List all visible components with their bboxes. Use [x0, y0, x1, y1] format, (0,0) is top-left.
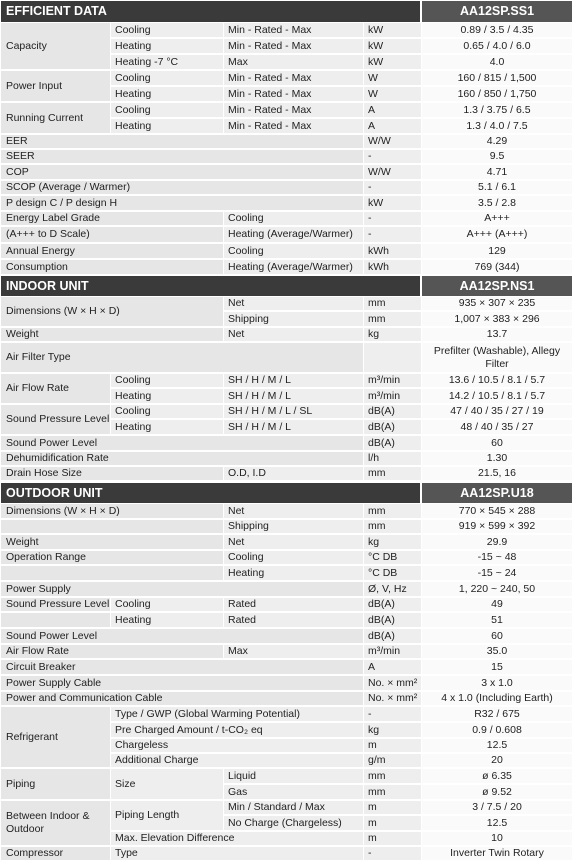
- row-unit: mm: [364, 520, 421, 533]
- row-unit: A: [364, 660, 421, 674]
- row-spec: Shipping: [224, 520, 363, 533]
- row-value: 12.5: [422, 816, 572, 830]
- model-number: AA12SP.NS1: [422, 276, 572, 296]
- row-unit: kWh: [364, 244, 421, 258]
- row-unit: mm: [364, 785, 421, 799]
- row-unit: °C DB: [364, 566, 421, 580]
- row-spec: Heating (Average/Warmer): [224, 260, 363, 274]
- row-sub-label: Type / GWP (Global Warming Potential): [111, 707, 363, 721]
- row-value: 0.65 / 4.0 / 6.0: [422, 39, 572, 53]
- row-unit: mm: [364, 504, 421, 518]
- row-value: 29.9: [422, 535, 572, 549]
- row-label: COP: [1, 165, 363, 179]
- row-unit: kW: [364, 39, 421, 53]
- row-label: [1, 566, 223, 580]
- row-value: ø 6.35: [422, 769, 572, 783]
- row-spec: Cooling: [224, 551, 363, 564]
- row-sub-label: Cooling: [111, 598, 223, 611]
- row-label: Circuit Breaker: [1, 660, 363, 674]
- row-unit: -: [364, 212, 421, 225]
- row-label: Sound Pressure Level: [1, 598, 110, 611]
- row-value: 10: [422, 832, 572, 845]
- row-unit: Ø, V, Hz: [364, 582, 421, 596]
- row-sub-label: Heating: [111, 420, 223, 434]
- row-value: 4 x 1.0 (Including Earth): [422, 692, 572, 705]
- row-sub-label: Additional Charge: [111, 754, 363, 767]
- row-label: (A+++ to D Scale): [1, 227, 223, 242]
- row-unit: m³/min: [364, 389, 421, 403]
- row-label: Operation Range: [1, 551, 223, 564]
- row-value: 47 / 40 / 35 / 27 / 19: [422, 405, 572, 418]
- row-spec: Net: [224, 504, 363, 518]
- row-value: A+++: [422, 212, 572, 225]
- row-unit: kW: [364, 23, 421, 37]
- row-unit: dB(A): [364, 436, 421, 450]
- row-sub-label: Heating: [111, 119, 223, 133]
- row-label: Power Supply: [1, 582, 363, 596]
- row-value: 48 / 40 / 35 / 27: [422, 420, 572, 434]
- row-value: 14.2 / 10.5 / 8.1 / 5.7: [422, 389, 572, 403]
- row-value: -15 ~ 24: [422, 566, 572, 580]
- row-label: Capacity: [1, 23, 110, 69]
- row-spec: Heating (Average/Warmer): [224, 227, 363, 242]
- row-unit: dB(A): [364, 420, 421, 434]
- row-label: Running Current: [1, 103, 110, 133]
- row-unit: dB(A): [364, 598, 421, 611]
- row-label: Compressor: [1, 847, 110, 860]
- row-label: SEER: [1, 150, 363, 163]
- row-spec: Min - Rated - Max: [224, 39, 363, 53]
- row-label: Energy Label Grade: [1, 212, 223, 225]
- row-label: [1, 613, 110, 627]
- row-unit: °C DB: [364, 551, 421, 564]
- row-label: Sound Power Level: [1, 436, 363, 450]
- row-value: Inverter Twin Rotary: [422, 847, 572, 860]
- row-value: 1.30: [422, 452, 572, 465]
- model-number: AA12SP.U18: [422, 483, 572, 503]
- row-value: Prefilter (Washable), Allegy Filter: [422, 343, 572, 372]
- row-unit: dB(A): [364, 613, 421, 627]
- row-spec: Max: [224, 55, 363, 69]
- row-spec: Net: [224, 297, 363, 310]
- row-spec: Min - Rated - Max: [224, 87, 363, 101]
- row-unit: -: [364, 847, 421, 860]
- row-spec: Max: [224, 645, 363, 658]
- row-unit: No. × mm²: [364, 692, 421, 705]
- row-value: 1,007 × 383 × 296: [422, 312, 572, 326]
- row-label: Drain Hose Size: [1, 467, 223, 480]
- row-sub-label: Heating: [111, 39, 223, 53]
- section-title: INDOOR UNIT: [1, 276, 420, 296]
- row-unit: m³/min: [364, 645, 421, 658]
- row-sub-label: Heating: [111, 389, 223, 403]
- row-value: 160 / 815 / 1,500: [422, 71, 572, 85]
- row-spec: Cooling: [224, 244, 363, 258]
- row-value: 160 / 850 / 1,750: [422, 87, 572, 101]
- row-spec: Net: [224, 535, 363, 549]
- row-spec: Heating: [224, 566, 363, 580]
- row-sub-label: Cooling: [111, 405, 223, 418]
- row-unit: -: [364, 181, 421, 194]
- row-label: Power and Communication Cable: [1, 692, 363, 705]
- row-unit: dB(A): [364, 629, 421, 643]
- row-value: 0.89 / 3.5 / 4.35: [422, 23, 572, 37]
- row-sub-label: Chargeless: [111, 739, 363, 752]
- row-value: ø 9.52: [422, 785, 572, 799]
- row-unit: W/W: [364, 135, 421, 148]
- row-value: -15 ~ 48: [422, 551, 572, 564]
- row-spec: Net: [224, 328, 363, 341]
- row-unit: [364, 343, 421, 372]
- row-label: Dimensions (W × H × D): [1, 297, 223, 326]
- row-spec: Liquid: [224, 769, 363, 783]
- row-spec: Cooling: [224, 212, 363, 225]
- row-sub-label: Piping Length: [111, 801, 223, 830]
- row-spec: Min - Rated - Max: [224, 23, 363, 37]
- row-value: 4.71: [422, 165, 572, 179]
- row-unit: kg: [364, 723, 421, 737]
- row-spec: Rated: [224, 598, 363, 611]
- row-unit: -: [364, 707, 421, 721]
- row-value: 60: [422, 436, 572, 450]
- row-spec: SH / H / M / L: [224, 389, 363, 403]
- row-label: Power Input: [1, 71, 110, 101]
- row-label: Refrigerant: [1, 707, 110, 767]
- row-value: 919 × 599 × 392: [422, 520, 572, 533]
- row-unit: -: [364, 150, 421, 163]
- row-value: 1.3 / 3.75 / 6.5: [422, 103, 572, 117]
- row-value: 4.0: [422, 55, 572, 69]
- row-label: Dimensions (W × H × D): [1, 504, 223, 518]
- row-value: 49: [422, 598, 572, 611]
- row-sub-label: Cooling: [111, 71, 223, 85]
- row-unit: kg: [364, 328, 421, 341]
- row-unit: W: [364, 87, 421, 101]
- row-value: 51: [422, 613, 572, 627]
- row-value: 5.1 / 6.1: [422, 181, 572, 194]
- row-value: 935 × 307 × 235: [422, 297, 572, 310]
- row-unit: m: [364, 739, 421, 752]
- row-value: 21.5, 16: [422, 467, 572, 480]
- row-spec: Min - Rated - Max: [224, 119, 363, 133]
- row-unit: g/m: [364, 754, 421, 767]
- row-value: 15: [422, 660, 572, 674]
- row-value: 129: [422, 244, 572, 258]
- row-spec: O.D, I.D: [224, 467, 363, 480]
- row-spec: Min - Rated - Max: [224, 103, 363, 117]
- row-label: [1, 520, 223, 533]
- row-unit: A: [364, 103, 421, 117]
- row-unit: -: [364, 227, 421, 242]
- row-spec: No Charge (Chargeless): [224, 816, 363, 830]
- row-label: Air Filter Type: [1, 343, 363, 372]
- row-unit: m³/min: [364, 374, 421, 387]
- section-title: OUTDOOR UNIT: [1, 483, 420, 503]
- row-unit: A: [364, 119, 421, 133]
- row-label: Weight: [1, 328, 223, 341]
- row-label: SCOP (Average / Warmer): [1, 181, 363, 194]
- model-number: AA12SP.SS1: [422, 1, 572, 22]
- row-sub-label: Type: [111, 847, 363, 860]
- row-unit: mm: [364, 297, 421, 310]
- row-unit: mm: [364, 312, 421, 326]
- row-sub-label: Cooling: [111, 23, 223, 37]
- row-spec: SH / H / M / L: [224, 420, 363, 434]
- row-label: Weight: [1, 535, 223, 549]
- row-unit: m: [364, 801, 421, 814]
- row-unit: m: [364, 816, 421, 830]
- row-unit: mm: [364, 769, 421, 783]
- row-label: Sound Power Level: [1, 629, 363, 643]
- row-value: 13.7: [422, 328, 572, 341]
- row-sub-label: Max. Elevation Difference: [111, 832, 363, 845]
- row-label: P design C / P design H: [1, 196, 363, 210]
- row-unit: dB(A): [364, 405, 421, 418]
- row-sub-label: Size: [111, 769, 223, 799]
- section-title: EFFICIENT DATA: [1, 1, 420, 22]
- row-label: Air Flow Rate: [1, 374, 110, 403]
- row-unit: kW: [364, 196, 421, 210]
- row-unit: kWh: [364, 260, 421, 274]
- row-value: 770 × 545 × 288: [422, 504, 572, 518]
- row-value: 1, 220 ~ 240, 50: [422, 582, 572, 596]
- row-sub-label: Cooling: [111, 103, 223, 117]
- row-unit: No. × mm²: [364, 676, 421, 690]
- row-sub-label: Heating: [111, 87, 223, 101]
- row-value: 13.6 / 10.5 / 8.1 / 5.7: [422, 374, 572, 387]
- row-spec: Shipping: [224, 312, 363, 326]
- row-spec: Gas: [224, 785, 363, 799]
- row-value: 9.5: [422, 150, 572, 163]
- row-spec: Min / Standard / Max: [224, 801, 363, 814]
- row-sub-label: Heating: [111, 613, 223, 627]
- row-label: Dehumidification Rate: [1, 452, 363, 465]
- row-value: 3.5 / 2.8: [422, 196, 572, 210]
- row-value: R32 / 675: [422, 707, 572, 721]
- row-value: 1.3 / 4.0 / 7.5: [422, 119, 572, 133]
- row-unit: l/h: [364, 452, 421, 465]
- row-sub-label: Heating -7 °C: [111, 55, 223, 69]
- row-value: A+++ (A+++): [422, 227, 572, 242]
- row-unit: W: [364, 71, 421, 85]
- row-label: Between Indoor & Outdoor: [1, 801, 110, 845]
- row-unit: mm: [364, 467, 421, 480]
- row-value: 4.29: [422, 135, 572, 148]
- row-unit: kW: [364, 55, 421, 69]
- row-value: 35.0: [422, 645, 572, 658]
- row-label: Annual Energy: [1, 244, 223, 258]
- row-sub-label: Pre Charged Amount / t-CO₂ eq: [111, 723, 363, 737]
- row-spec: Rated: [224, 613, 363, 627]
- row-value: 3 / 7.5 / 20: [422, 801, 572, 814]
- row-label: Sound Pressure Level: [1, 405, 110, 434]
- row-label: Piping: [1, 769, 110, 799]
- row-value: 3 x 1.0: [422, 676, 572, 690]
- row-value: 20: [422, 754, 572, 767]
- row-value: 60: [422, 629, 572, 643]
- row-spec: SH / H / M / L: [224, 374, 363, 387]
- row-label: Consumption: [1, 260, 223, 274]
- row-value: 0.9 / 0.608: [422, 723, 572, 737]
- row-spec: Min - Rated - Max: [224, 71, 363, 85]
- row-label: Power Supply Cable: [1, 676, 363, 690]
- row-spec: SH / H / M / L / SL: [224, 405, 363, 418]
- row-unit: W/W: [364, 165, 421, 179]
- row-value: 12.5: [422, 739, 572, 752]
- row-value: 769 (344): [422, 260, 572, 274]
- row-sub-label: Cooling: [111, 374, 223, 387]
- row-label: EER: [1, 135, 363, 148]
- row-unit: kg: [364, 535, 421, 549]
- row-unit: m: [364, 832, 421, 845]
- row-label: Air Flow Rate: [1, 645, 223, 658]
